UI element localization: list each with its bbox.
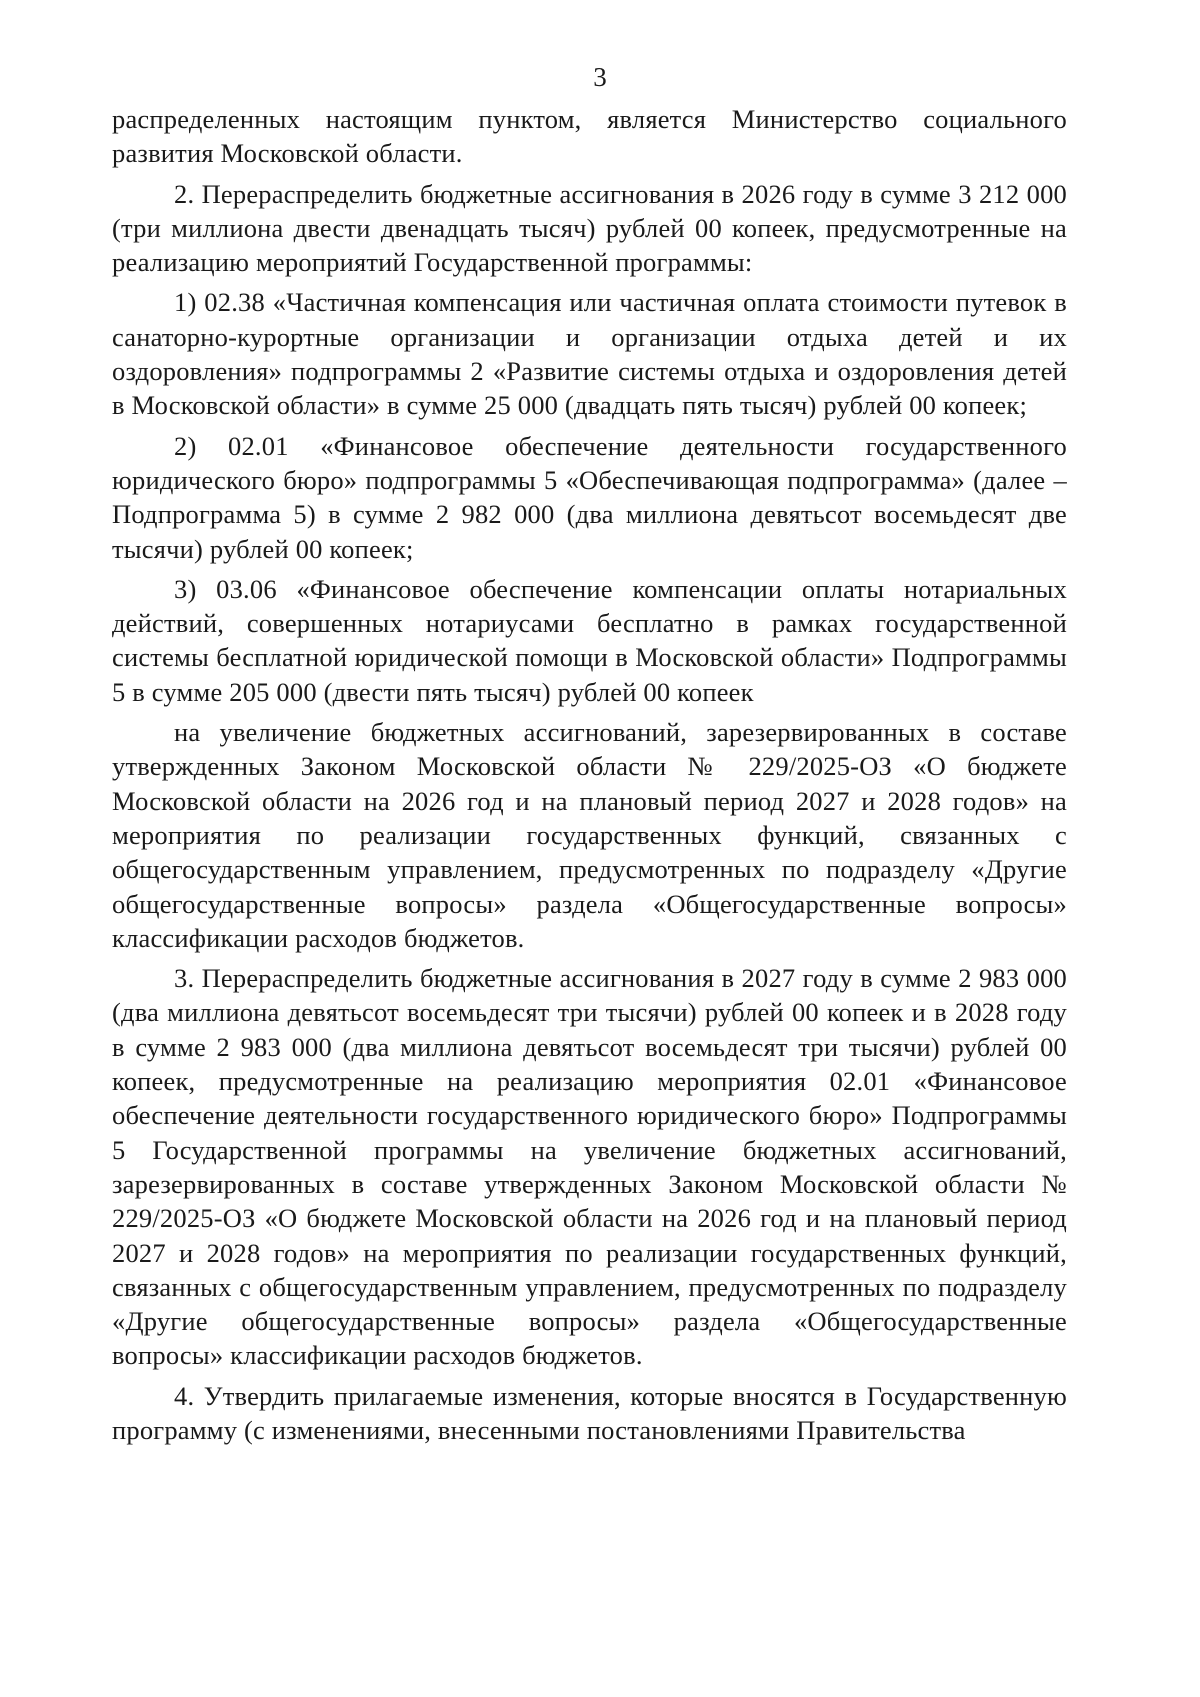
paragraph-continuation: распределенных настоящим пунктом, является Министерство социального развития Московской области. [112,104,1067,169]
paragraph-subitem-1: 1) 02.38 «Частичная компенсация или частичная оплата стоимости путевок в санаторно-курортные организации и организации отдыха детей и их оздоровления» подпрограммы 2 «Развитие системы отдыха и оздоровления детей в Московской области» в сумме 25 000 (двадцать пять тысяч) рублей 00 копеек; [112,287,1067,421]
document-body [112,102,1067,1453]
paragraph-subitem-2: 2) 02.01 «Финансовое обеспечение деятельности государственного юридического бюро» подпрограммы 5 «Обеспечивающая подпрограмма» (далее – Подпрограмма 5) в сумме 2 982 000 (два миллиона девятьсот восемьдесят две тысячи) рублей 00 копеек; [112,430,1067,564]
paragraph-subitem-3: 3) 03.06 «Финансовое обеспечение компенсации оплаты нотариальных действий, совершенных нотариусами бесплатно в рамках государственной системы бесплатной юридической помощи в Московской области» Подпрограммы 5 в сумме 205 000 (двести пять тысяч) рублей 00 копеек [112,573,1067,707]
page-number: 3 [593,62,607,92]
paragraph-allocation-purpose: на увеличение бюджетных ассигнований, зарезервированных в составе утвержденных Законом Московской области № 229/2025-ОЗ «О бюджете Московской области на 2026 год и на плановый период 2027 и 2028 годов» на мероприятия по реализации государственных функций, связанных с общегосударственным управлением, предусмотренных по подразделу «Другие общегосударственные вопросы» раздела «Общегосударственные вопросы» классификации расходов бюджетов. [112,717,1067,953]
paragraph-item-2: 2. Перераспределить бюджетные ассигнования в 2026 году в сумме 3 212 000 (три миллиона двести двенадцать тысяч) рублей 00 копеек, предусмотренные на реализацию мероприятий Государственной программы: [112,178,1067,278]
paragraph-item-3: 3. Перераспределить бюджетные ассигнования в 2027 году в сумме 2 983 000 (два миллиона девятьсот восемьдесят три тысячи) рублей 00 копеек и в 2028 году в сумме 2 983 000 (два миллиона девятьсот восемьдесят три тысячи) рублей 00 копеек, предусмотренные на реализацию мероприятия 02.01 «Финансовое обеспечение деятельности государственного юридического бюро» Подпрограммы 5 Государственной программы на увеличение бюджетных ассигнований, зарезервированных в составе утвержденных Законом Московской области № 229/2025-ОЗ «О бюджете Московской области на 2026 год и на плановый период 2027 и 2028 годов» на мероприятия по реализации государственных функций, связанных с общегосударственным управлением, предусмотренных по подразделу «Другие общегосударственные вопросы» раздела «Общегосударственные вопросы» классификации расходов бюджетов. [112,963,1067,1371]
paragraph-item-4: 4. Утвердить прилагаемые изменения, которые вносятся в Государственную программу (с изменениями, внесенными постановлениями Правительства [112,1380,1067,1445]
